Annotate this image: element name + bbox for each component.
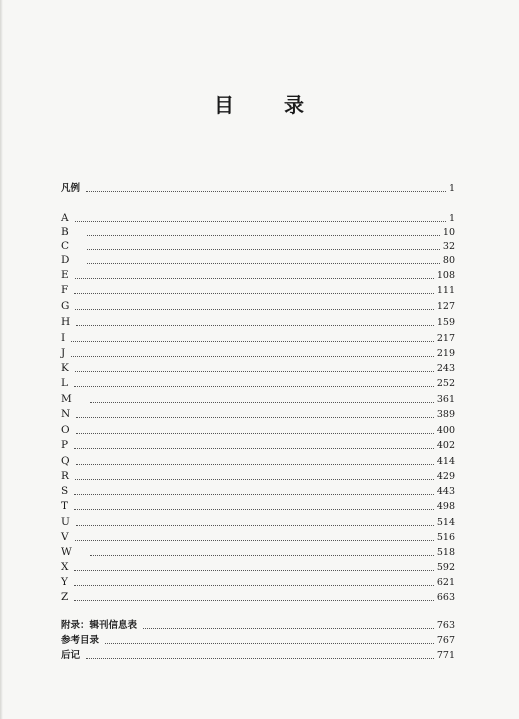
title-char-2: 录 bbox=[284, 92, 304, 117]
dot-leader bbox=[87, 234, 440, 236]
toc-entry-appendix[interactable] bbox=[61, 649, 455, 662]
toc-entry-label: G bbox=[61, 300, 70, 312]
dot-leader bbox=[71, 355, 434, 357]
toc-entry-letter[interactable] bbox=[61, 424, 455, 437]
toc-entry-letter[interactable] bbox=[61, 455, 455, 468]
toc-entry-page: 771 bbox=[436, 650, 455, 661]
toc-entry-label: C bbox=[61, 240, 70, 252]
toc-entry-letter[interactable] bbox=[61, 516, 455, 529]
toc-entry-label: M bbox=[61, 393, 72, 405]
toc-entry-label: S bbox=[61, 485, 69, 497]
binding-edge bbox=[0, 0, 3, 719]
toc-entry-page: 217 bbox=[436, 333, 455, 344]
dot-leader bbox=[76, 324, 434, 326]
dot-leader bbox=[143, 627, 434, 629]
dot-leader bbox=[76, 524, 434, 526]
toc-entry-label: H bbox=[61, 316, 71, 328]
toc-entry-page: 1 bbox=[448, 213, 455, 224]
toc-entry-letter[interactable] bbox=[61, 269, 455, 282]
toc-entry-label: 凡例 bbox=[61, 183, 81, 194]
toc-entry-letter[interactable] bbox=[61, 300, 455, 313]
toc-entry-page: 767 bbox=[436, 635, 455, 646]
toc-entry-page: 514 bbox=[436, 517, 455, 528]
dot-leader bbox=[74, 385, 434, 387]
toc-entry-page: 663 bbox=[436, 592, 455, 603]
toc-entry-page: 443 bbox=[436, 486, 455, 497]
toc-entry-label: I bbox=[61, 332, 66, 344]
dot-leader bbox=[75, 370, 434, 372]
toc-entry-letter[interactable] bbox=[61, 284, 455, 297]
dot-leader bbox=[74, 508, 434, 510]
dot-leader bbox=[76, 463, 434, 465]
toc-entry-page: 159 bbox=[436, 317, 455, 328]
toc-entry-letter[interactable] bbox=[61, 212, 455, 225]
toc-entry-page: 592 bbox=[436, 562, 455, 573]
toc-entry-label: L bbox=[61, 377, 68, 389]
toc-entry-letter[interactable] bbox=[61, 500, 455, 513]
toc-entry-label: Y bbox=[61, 576, 68, 588]
toc-entry-letter[interactable] bbox=[61, 226, 455, 239]
toc-entry-page: 498 bbox=[436, 501, 455, 512]
dot-leader bbox=[90, 401, 434, 403]
toc-entry-page: 402 bbox=[436, 440, 455, 451]
toc-entry-page: 414 bbox=[436, 456, 455, 467]
toc-entry-letter[interactable] bbox=[61, 439, 455, 452]
toc-entry-label: 附录：辑刊信息表 bbox=[61, 620, 138, 631]
toc-entry-page: 1 bbox=[448, 183, 455, 194]
toc-entry-letter[interactable] bbox=[61, 393, 455, 406]
page-title bbox=[214, 90, 304, 116]
toc-entry-label: A bbox=[61, 212, 69, 224]
toc-entry-letter[interactable] bbox=[61, 377, 455, 390]
toc-entry-page: 80 bbox=[442, 255, 455, 266]
dot-leader bbox=[75, 478, 434, 480]
toc-entry-letter[interactable] bbox=[61, 332, 455, 345]
dot-leader bbox=[71, 340, 434, 342]
toc-entry-page: 400 bbox=[436, 425, 455, 436]
dot-leader bbox=[75, 539, 434, 541]
toc-entry-page: 32 bbox=[442, 241, 455, 252]
toc-entry-page: 389 bbox=[436, 409, 455, 420]
toc-entry-label: V bbox=[61, 531, 69, 543]
toc-entry-page: 516 bbox=[436, 532, 455, 543]
dot-leader bbox=[74, 584, 434, 586]
toc-entry-letter[interactable] bbox=[61, 531, 455, 544]
toc-entry-page: 10 bbox=[442, 227, 455, 238]
toc-entry-label: N bbox=[61, 408, 71, 420]
dot-leader bbox=[74, 447, 434, 449]
dot-leader bbox=[74, 569, 433, 571]
toc-entry-label: 后记 bbox=[61, 650, 81, 661]
toc-entry-appendix[interactable] bbox=[61, 634, 455, 647]
toc-entry-page: 518 bbox=[436, 547, 455, 558]
toc-entry-page: 621 bbox=[436, 577, 455, 588]
toc-entry-letter[interactable] bbox=[61, 408, 455, 421]
toc-entry-label: X bbox=[61, 561, 69, 573]
toc-entry-page: 111 bbox=[436, 285, 455, 296]
toc-entry-page: 361 bbox=[436, 394, 455, 405]
dot-leader bbox=[74, 493, 434, 495]
toc-entry-label: Q bbox=[61, 455, 70, 467]
dot-leader bbox=[86, 657, 434, 659]
toc-entry-label: E bbox=[61, 269, 69, 281]
toc-entry-letter[interactable] bbox=[61, 576, 455, 589]
dot-leader bbox=[74, 599, 434, 601]
toc-entry-letter[interactable] bbox=[61, 561, 455, 574]
toc-entry-letter[interactable] bbox=[61, 470, 455, 483]
dot-leader bbox=[75, 277, 434, 279]
toc-entry-letter[interactable] bbox=[61, 240, 455, 253]
toc-entry-label: F bbox=[61, 284, 69, 296]
dot-leader bbox=[75, 220, 446, 222]
toc-entry-letter[interactable] bbox=[61, 591, 455, 604]
dot-leader bbox=[76, 432, 434, 434]
toc-entry-page: 219 bbox=[436, 348, 455, 359]
toc-entry-label: B bbox=[61, 226, 69, 238]
toc-entry-label: J bbox=[61, 347, 66, 359]
toc-entry-letter[interactable] bbox=[61, 546, 455, 559]
toc-entry-label: K bbox=[61, 362, 69, 374]
toc-entry-label: O bbox=[61, 424, 70, 436]
toc-entry-label: U bbox=[61, 516, 70, 528]
toc-entry-letter[interactable] bbox=[61, 254, 455, 267]
toc-entry-intro[interactable] bbox=[61, 182, 455, 195]
toc-entry-letter[interactable] bbox=[61, 347, 455, 360]
dot-leader bbox=[105, 642, 434, 644]
toc-entry-page: 108 bbox=[436, 270, 455, 281]
toc-entry-label: P bbox=[61, 439, 69, 451]
toc-entry-page: 429 bbox=[436, 471, 455, 482]
dot-leader bbox=[86, 190, 446, 192]
toc-entry-label: R bbox=[61, 470, 69, 482]
toc-entry-page: 252 bbox=[436, 378, 455, 389]
dot-leader bbox=[87, 262, 439, 264]
dot-leader bbox=[76, 416, 434, 418]
toc-entry-label: T bbox=[61, 500, 69, 512]
toc-entry-letter[interactable] bbox=[61, 485, 455, 498]
toc-entry-page: 243 bbox=[436, 363, 455, 374]
toc-entry-letter[interactable] bbox=[61, 316, 455, 329]
dot-leader bbox=[87, 248, 440, 250]
toc-entry-letter[interactable] bbox=[61, 362, 455, 375]
toc-entry-appendix[interactable] bbox=[61, 619, 455, 632]
title-char-1: 目 bbox=[214, 92, 234, 117]
toc-entry-label: 参考目录 bbox=[61, 635, 100, 646]
toc-entry-label: W bbox=[61, 546, 72, 558]
toc-entry-label: Z bbox=[61, 591, 69, 603]
dot-leader bbox=[75, 308, 433, 310]
dot-leader bbox=[74, 292, 434, 294]
dot-leader bbox=[90, 554, 434, 556]
toc-entry-page: 127 bbox=[436, 301, 455, 312]
toc-entry-label: D bbox=[61, 254, 70, 266]
toc-entry-page: 763 bbox=[436, 620, 455, 631]
